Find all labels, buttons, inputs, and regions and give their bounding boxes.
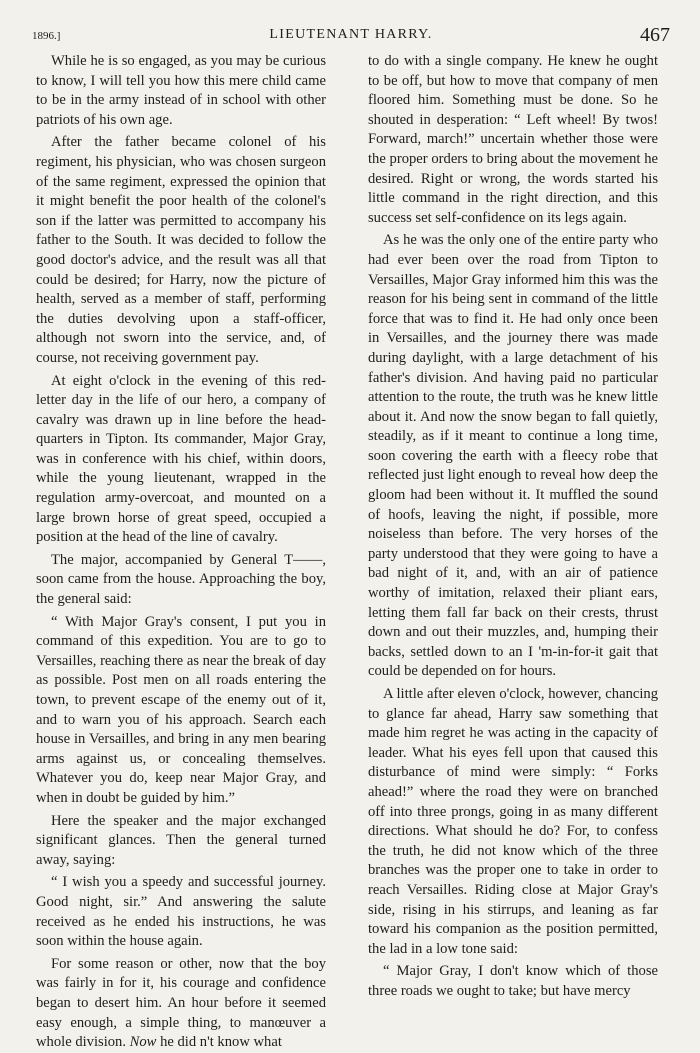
italic-word: Now xyxy=(129,1034,157,1051)
left-column xyxy=(36,52,326,1053)
page-number: 467 xyxy=(640,24,670,46)
paragraph: “ I wish you a speedy and successful journey. Good night, sir.” And answering the salute received as he ended his instructions, he was soon within the house again. xyxy=(36,874,326,950)
paragraph: At eight o'clock in the evening of this red-letter day in the life of our hero, a company of cavalry was drawn up in line before the head-quarters in Tipton. Its commander, Major Gray, was in conference with his chief, within doors, while the young lieutenant, wrapped in the regulation army-overcoat, and mounted on a large brown horse of great speed, occupied a position at the head of the line of cavalry. xyxy=(36,372,326,546)
story-title: LIEUTENANT HARRY. xyxy=(269,27,433,42)
paragraph: Here the speaker and the major exchanged significant glances. Then the general turned away, saying: xyxy=(36,812,326,868)
issue-date: 1896.] xyxy=(32,30,61,42)
paragraph: “ Major Gray, I don't know which of those three roads we ought to take; but have mercy xyxy=(368,963,658,999)
right-column xyxy=(368,52,658,1002)
paragraph-text: For some reason or other, now that the boy was fairly in for it, his courage and confidence began to desert him. An hour before it seemed easy enough, a simple thing, to manœuver a whole division. xyxy=(36,955,326,1051)
paragraph-text: he did n't know what xyxy=(160,1034,282,1051)
paragraph-continuation: to do with a single company. He knew he ought to be off, but how to move that company of men floored him. Something must be done. So he shouted in desperation: “ Left wheel! By twos! Forward, march!” uncertain whether those were the proper orders to bring about the movement he desired. Right or wrong, the words started his little command in the right direction, and this success set self-confidence on its legs again. xyxy=(368,53,658,226)
running-head xyxy=(32,24,670,48)
paragraph: “ With Major Gray's consent, I put you in command of this expedition. You are to go to Versailles, reaching there as near the break of day as possible. Post men on all roads entering the town, to prevent escape of the enemy out of it, and to warn you of his approach. Search each house in Versailles, and bring in any men bearing arms against us, or concealing themselves. Whatever you do, keep near Major Gray, and when in doubt be guided by him.” xyxy=(36,613,326,806)
paragraph: After the father became colonel of his regiment, his physician, who was chosen surgeon of the same regiment, expressed the opinion that it might benefit the poor health of the colonel's son if the latter was permitted to accompany his father to the South. It was decided to follow the good doctor's advice, and the result was all that could be desired; for Harry, now the picture of health, served as a member of staff, performing the duties devolving upon a staff-officer, although not sworn into the service, and, of course, not receiving government pay. xyxy=(36,134,326,366)
paragraph: As he was the only one of the entire party who had ever been over the road from Tipton to Versailles, Major Gray informed him this was the reason for his being sent in command of the little force that was to find it. He had only once been in Versailles, and the journey there was made during daylight, with a large detachment of his father's division. And having paid no particular attention to the route, the truth was he knew little about it. And now the snow began to fall quietly, steadily, as if it meant to continue a long time, soon covering the earth with a fleecy robe that reflected just light enough to reveal how deep the gloom had been without it. It muffled the sound of hoofs, leaving the night, if possible, more noiseless than before. The very horses of the party understood that they were going to have a bad night of it, and, with an air of patience worthy of imitation, relaxed their pliant ears, letting them fall far back on their crests, thrust down and out their muzzles, and, humping their backs, settled down to an I 'm-in-for-it gait that could be depended on for hours. xyxy=(368,232,658,680)
paragraph: The major, accompanied by General T——, soon came from the house. Approaching the boy, the general said: xyxy=(36,551,326,608)
paragraph: While he is so engaged, as you may be curious to know, I will tell you how this mere child came to be in the army instead of in school with other patriots of his own age. xyxy=(36,53,326,128)
paragraph xyxy=(36,955,326,1053)
paragraph: A little after eleven o'clock, however, chancing to glance far ahead, Harry saw something that made him regret he was acting in the capacity of leader. What his eyes fell upon that caused this disturbance of mind were simply: “ Forks ahead!” where the road they were on branched off into three prongs, going in as many different directions. What should he do? For, to confess the truth, he did not know which of the three branches was the proper one to take in order to reach Versailles. Riding close at Major Gray's side, rising in his stirrups, and leaning as far toward his companion as the position permitted, the lad in a low tone said: xyxy=(368,686,658,957)
